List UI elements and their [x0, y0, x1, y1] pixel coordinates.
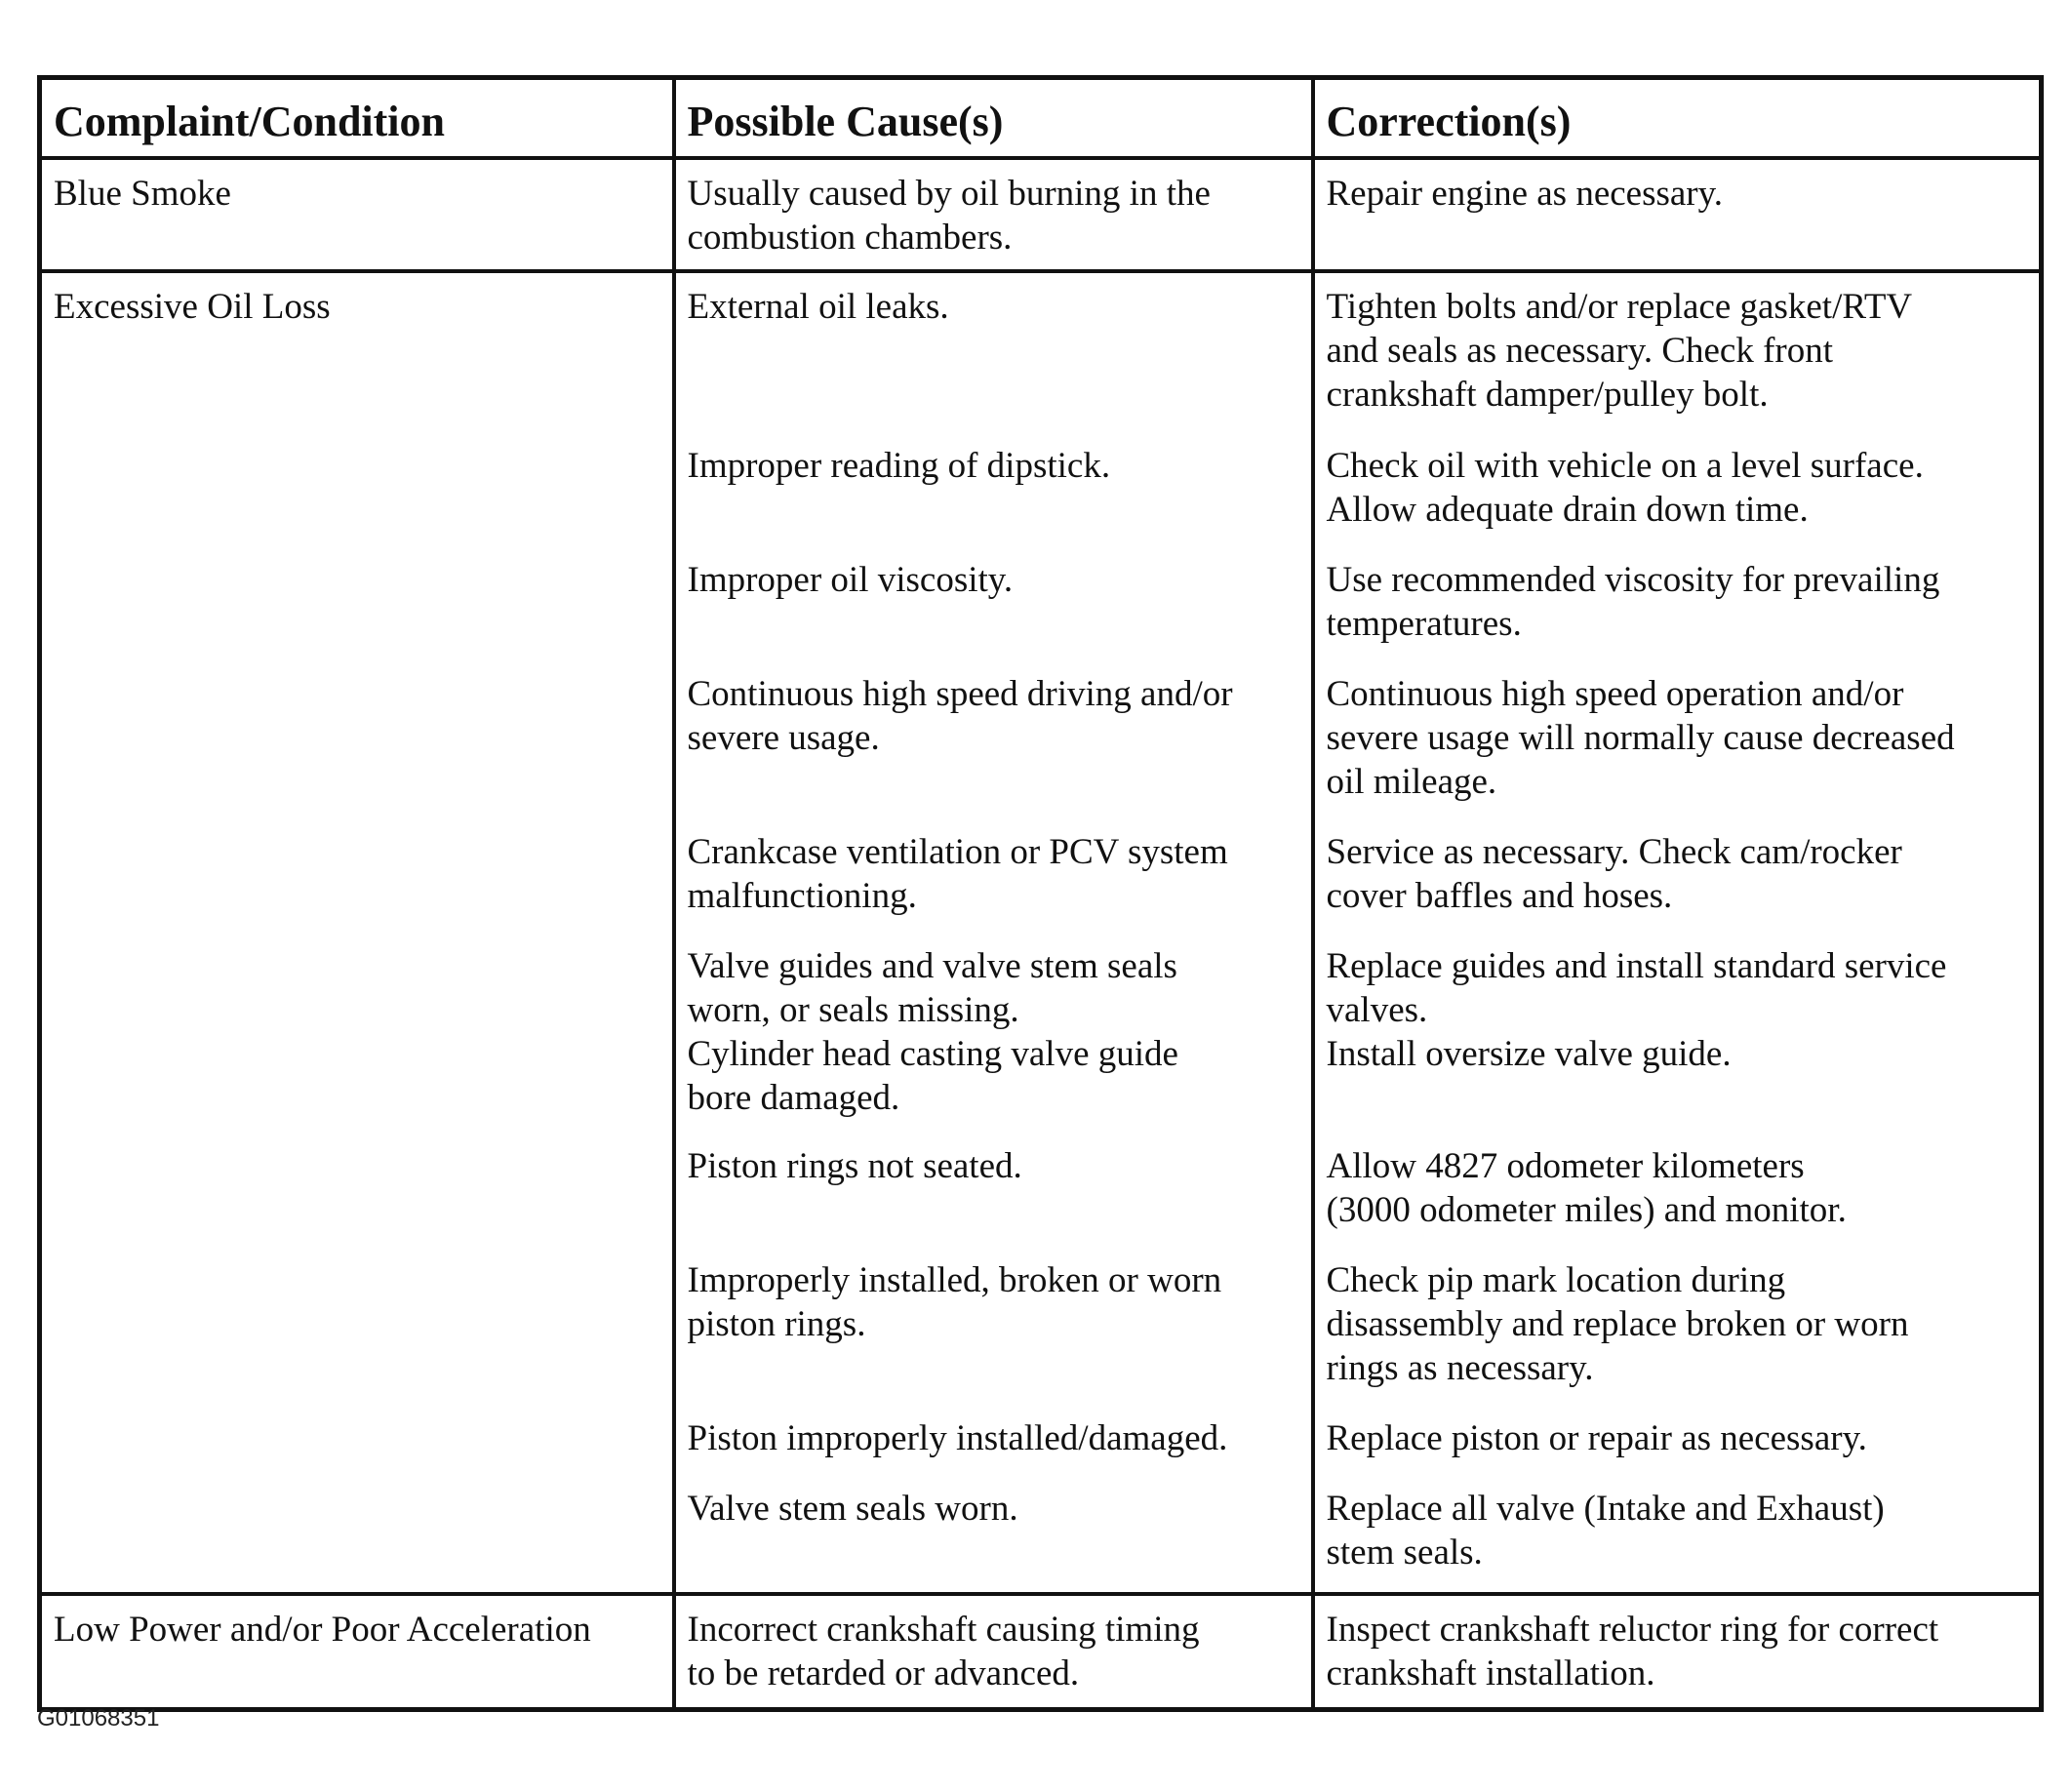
complaint-text: Low Power and/or Poor Acceleration [54, 1610, 591, 1650]
complaint-text: Blue Smoke [54, 174, 231, 214]
correction-cell [1313, 1594, 2042, 1710]
header-complaint: Complaint/Condition [40, 78, 674, 159]
cause-entry: Improperly installed, broken or worn piston rings. [687, 1260, 1222, 1344]
table-row [40, 1594, 2042, 1710]
correction-entry: Use recommended viscosity for prevailing temperatures. [1326, 560, 1940, 644]
cause-entry: Piston rings not seated. [687, 1146, 1022, 1186]
correction-entry: Check oil with vehicle on a level surface. Allow adequate drain down time. [1326, 446, 1924, 530]
complaint-cell [40, 1594, 674, 1710]
cause-entry: Improper reading of dipstick. [687, 446, 1111, 486]
cause-entry: Continuous high speed driving and/or severe usage. [687, 674, 1233, 758]
cause-entry: Crankcase ventilation or PCV system malfunctioning. [687, 832, 1228, 916]
cause-cell [674, 271, 1313, 1594]
cause-entry: Piston improperly installed/damaged. [687, 1418, 1228, 1458]
cause-cell [674, 1594, 1313, 1710]
table-body [40, 158, 2042, 1710]
correction-entry: Continuous high speed operation and/or severe usage will normally cause decreased oil mileage. [1326, 674, 1955, 802]
figure-id: G01068351 [37, 1705, 160, 1732]
table-row [40, 158, 2042, 271]
correction-entry: Check pip mark location during disassembly and replace broken or worn rings as necessary. [1326, 1260, 1909, 1388]
correction-entry: Allow 4827 odometer kilometers (3000 odometer miles) and monitor. [1326, 1146, 1847, 1230]
correction-entry: Tighten bolts and/or replace gasket/RTV and seals as necessary. Check front crankshaft damper/pulley bolt. [1326, 287, 1913, 415]
cause-entry: Improper oil viscosity. [687, 560, 1014, 600]
cause-entry: Incorrect crankshaft causing timing to be retarded or advanced. [687, 1610, 1200, 1693]
correction-entry: Repair engine as necessary. [1326, 174, 1723, 214]
correction-cell [1313, 271, 2042, 1594]
correction-entry: Replace guides and install standard service valves. Install oversize valve guide. [1326, 946, 1947, 1074]
correction-entry: Replace all valve (Intake and Exhaust) stem seals. [1326, 1489, 1885, 1573]
cause-cell [674, 158, 1313, 271]
cause-entry: Usually caused by oil burning in the combustion chambers. [687, 174, 1211, 258]
table-row [40, 271, 2042, 1594]
complaint-text: Excessive Oil Loss [54, 287, 331, 327]
header-correction: Correction(s) [1313, 78, 2042, 159]
header-row [40, 78, 2042, 159]
cause-entry: Valve guides and valve stem seals worn, or seals missing. Cylinder head casting valve guide bore damaged. [687, 946, 1178, 1118]
cause-entry: External oil leaks. [687, 287, 949, 327]
complaint-cell [40, 271, 674, 1594]
header-cause: Possible Cause(s) [674, 78, 1313, 159]
complaint-cell [40, 158, 674, 271]
diagnosis-table [37, 75, 2044, 1712]
correction-cell [1313, 158, 2042, 271]
correction-entry: Inspect crankshaft reluctor ring for correct crankshaft installation. [1326, 1610, 1939, 1693]
correction-entry: Replace piston or repair as necessary. [1326, 1418, 1867, 1458]
cause-entry: Valve stem seals worn. [687, 1489, 1018, 1529]
table-header [40, 78, 2042, 159]
correction-entry: Service as necessary. Check cam/rocker cover baffles and hoses. [1326, 832, 1902, 916]
